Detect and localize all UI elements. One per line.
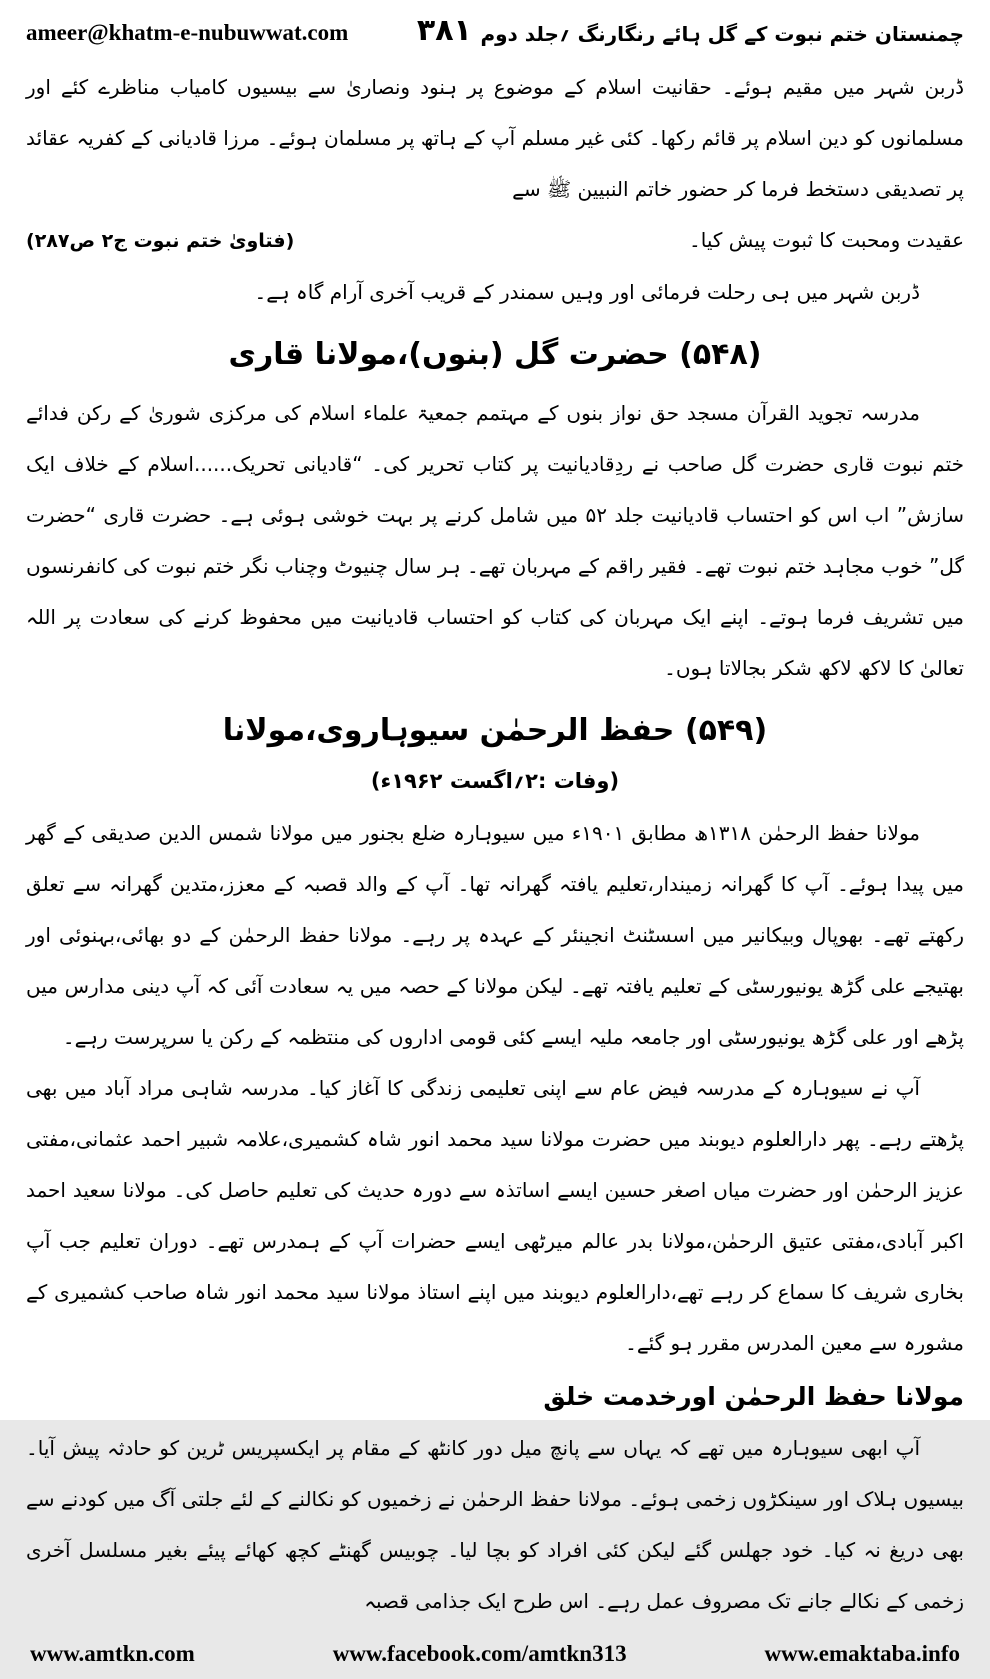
death-date-subheading: (وفات :۲؍اگست ۱۹۶۲ء) [370, 769, 620, 793]
section-heading-khidmat-khalq: مولانا حفظ الرحمٰن اورخدمت خلق [543, 1382, 964, 1411]
page-footer [0, 1631, 990, 1679]
paragraph-hifzur-rahman-education: آپ نے سیوہارہ کے مدرسہ فیض عام سے اپنی تعلیمی زندگی کا آغاز کیا۔ مدرسہ شاہی مراد آباد میں بھی پڑھتے رہے۔ پھر دارالعلوم دیوبند میں حضرت مولانا سید محمد انور شاہ کشمیری،علامہ شبیر احمد عثمانی،مفتی عزیز الرحمٰن اور حضرت میاں اصغر حسین ایسے اساتذہ سے دورہ حدیث کی تعلیم حاصل کی۔ مولانا سعید احمد اکبر آبادی،مفتی عتیق الرحمٰن،مولانا بدر عالم میرٹھی ایسے حضرات آپ کے ہمدرس تھے۔ دوران تعلیم جب آپ بخاری شریف کا سماع کر رہے تھے،دارالعلوم دیوبند میں اپنے استاذ مولانا سید محمد انور شاہ صاحب کشمیری کے مشورہ سے معین المدرس مقرر ہو گئے۔ [26, 1076, 964, 1355]
entry-heading-549: (۵۴۹) حفظ الرحمٰن سیوہاروی،مولانا [222, 713, 768, 748]
footer-link-facebook: www.facebook.com/amtkn313 [332, 1641, 627, 1666]
footer-link-emaktaba: www.emaktaba.info [764, 1641, 960, 1666]
contact-email: ameer@khatm-e-nubuwwat.com [26, 20, 349, 45]
fatawa-citation: (فتاویٰ ختم نبوت ج۲ ص۲۸۷) [26, 230, 295, 252]
book-title: چمنستان ختم نبوت کے گل ہائے رنگارنگ ؍جلد دوم [480, 22, 964, 46]
paragraph-durban: ڈربن شہر میں مقیم ہوئے۔ حقانیت اسلام کے موضوع پر ہنود ونصاریٰ سے بیسیوں کامیاب مناظرے کئے اور مسلمانوں کو دین اسلام پر قائم رکھا۔ کئی غیر مسلم آپ کے ہاتھ پر مسلمان ہوئے۔ مرزا قادیانی کے کفریہ عقائد پر تصدیقی دستخط فرما کر حضور خاتم النبیین ﷺ سے [26, 75, 964, 201]
page-header [0, 0, 990, 50]
citation-line [26, 215, 964, 267]
paragraph-hifzur-rahman-birth: مولانا حفظ الرحمٰن ۱۳۱۸ھ مطابق ۱۹۰۱ء میں سیوہارہ ضلع بجنور میں مولانا شمس الدین صدیقی کے گھر میں پیدا ہوئے۔ آپ کا گھرانہ زمیندار،تعلیم یافتہ گھرانہ تھا۔ آپ کے والد قصبہ کے معزز،متدین گھرانہ سے تعلق رکھتے تھے۔ بھوپال وبیکانیر میں اسسٹنٹ انجینئر کے عہدہ پر رہے۔ مولانا حفظ الرحمٰن کے دو بھائی،بہنوئی اور بھتیجے علی گڑھ یونیورسٹی کے تعلیم یافتہ تھے۔ لیکن مولانا کے حصہ میں یہ سعادت آئی کہ آپ دینی مدارس میں پڑھے اور علی گڑھ یونیورسٹی اور جامعہ ملیہ ایسے کئی قومی اداروں کی منتظمہ کے رکن یا سرپرست رہے۔ [26, 821, 964, 1049]
paragraph-train-accident: آپ ابھی سیوہارہ میں تھے کہ یہاں سے پانچ میل دور کانٹھ کے مقام پر ایکسپریس ٹرین کو حادثہ پیش آیا۔ بیسیوں ہلاک اور سینکڑوں زخمی ہوئے۔ مولانا حفظ الرحمٰن نے زخمیوں کو نکالنے کے لئے جلتی آگ میں کودنے سے بھی دریغ نہ کیا۔ خود جھلس گئے لیکن کئی افراد کو بچا لیا۔ چوبیس گھنٹے کچھ کھائے پیئے بغیر مسلسل آخری زخمی کے نکالے جانے تک مصروف عمل رہے۔ اس طرح ایک جذامی قصبہ [26, 1436, 964, 1613]
footer-link-amtkn: www.amtkn.com [30, 1641, 195, 1666]
paragraph-durban-last: عقیدت ومحبت کا ثبوت پیش کیا۔ [689, 228, 964, 252]
paragraph-durban-rest: ڈربن شہر میں ہی رحلت فرمائی اور وہیں سمندر کے قریب آخری آرام گاہ ہے۔ [254, 280, 920, 304]
page-body [0, 54, 990, 1627]
paragraph-hazrat-gul: مدرسہ تجوید القرآن مسجد حق نواز بنوں کے مہتمم جمعیۃ علماء اسلام کی مرکزی شوریٰ کے رکن فدائے ختم نبوت قاری حضرت گل صاحب نے ردِقادیانیت پر کتاب تحریر کی۔ “قادیانی تحریک......اسلام کے خلاف ایک سازش” اب اس کو احتساب قادیانیت جلد ۵۲ میں شامل کرنے پر بہت خوشی ہوئی ہے۔ حضرت قاری “حضرت گل” خوب مجاہد ختم نبوت تھے۔ فقیر راقم کے مہربان تھے۔ ہر سال چنیوٹ وچناب نگر ختم نبوت کی کانفرنسوں میں تشریف فرما ہوتے۔ اپنے ایک مہربان کی کتاب کو احتساب قادیانیت میں محفوظ کرنے کی سعادت پر اللہ تعالیٰ کا لاکھ لاکھ شکر بجالاتا ہوں۔ [26, 401, 964, 680]
page-number: ۳۸۱ [416, 13, 472, 48]
entry-heading-548: (۵۴۸) حضرت گل (بنوں)،مولانا قاری [228, 337, 762, 372]
